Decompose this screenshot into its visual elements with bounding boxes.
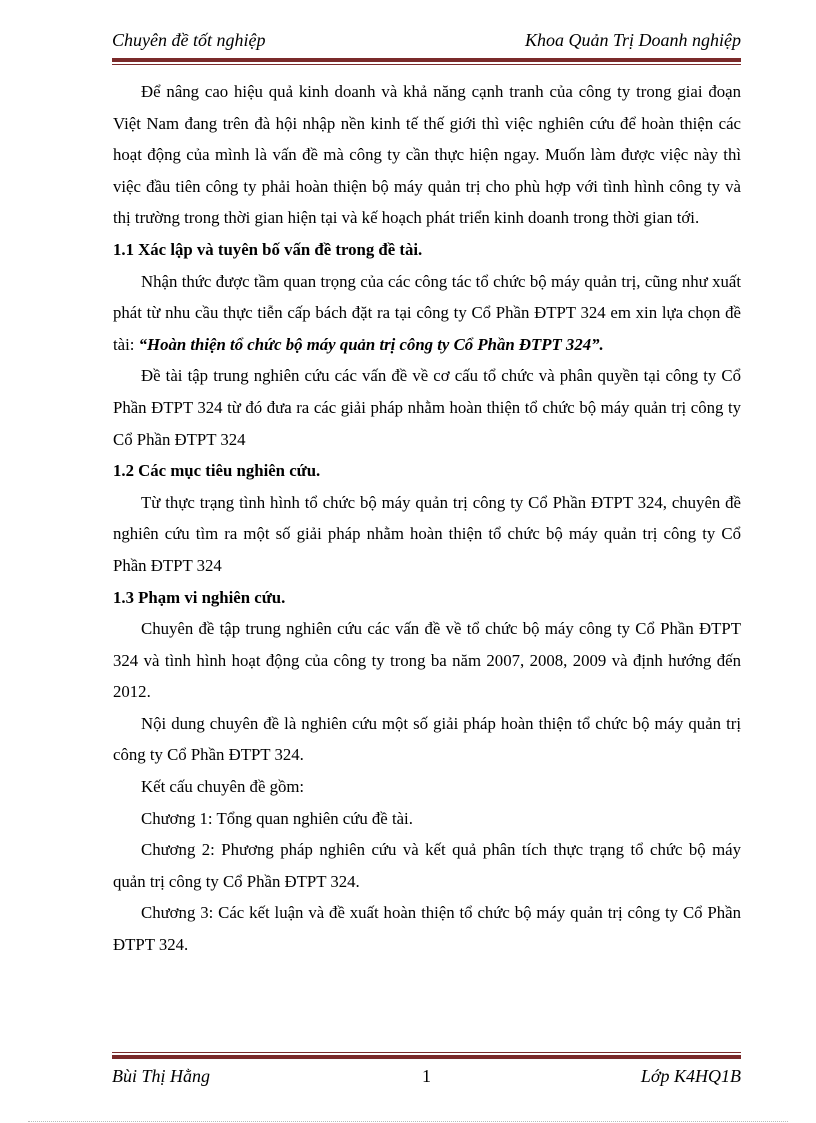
page-footer — [112, 1066, 741, 1090]
structure-intro: Kết cấu chuyên đề gồm: — [141, 777, 305, 797]
thesis-title: “Hoàn thiện tổ chức bộ máy quản trị công ty Cổ Phần ĐTPT 324”. — [138, 334, 604, 354]
header-title: Chuyên đề tốt nghiệp — [112, 30, 266, 50]
page-bottom-divider — [28, 1121, 788, 1122]
section-heading-1-3: 1.3 Phạm vi nghiên cứu. — [113, 587, 286, 607]
footer-rule-thin — [112, 1052, 741, 1053]
section-1-1-paragraph-1-text: Nhận thức được tầm quan trọng của các công tác tổ chức bộ máy quản trị, cũng như xuất phát từ nhu cầu thực tiễn cấp bách đặt ra tại công ty Cổ Phần ĐTPT 324 em xin lựa chọn đề tài: — [113, 271, 741, 354]
section-1-2-paragraph-1: Từ thực trạng tình hình tổ chức bộ máy quản trị công ty Cổ Phần ĐTPT 324, chuyên đề nghiên cứu tìm ra một số giải pháp nhằm hoàn thiện tổ chức bộ máy quản trị công ty Cổ Phần ĐTPT 324 — [113, 492, 741, 575]
footer-class: Lớp K4HQ1B — [640, 1066, 741, 1086]
section-1-1-paragraph-2: Đề tài tập trung nghiên cứu các vấn đề về cơ cấu tổ chức và phân quyền tại công ty Cổ Phần ĐTPT 324 từ đó đưa ra các giải pháp nhằm hoàn thiện tổ chức bộ máy quản trị công ty Cổ Phần ĐTPT 324 — [113, 366, 741, 449]
chapter-3-item: Chương 3: Các kết luận và đề xuất hoàn thiện tổ chức bộ máy quản trị công ty Cổ Phần ĐTPT 324. — [113, 903, 741, 955]
header-rule-thick — [112, 58, 741, 62]
page-number: 1 — [422, 1066, 431, 1086]
footer-author: Bùi Thị Hằng — [112, 1066, 211, 1086]
document-body — [113, 76, 741, 961]
page-header — [112, 30, 741, 56]
chapter-2-item: Chương 2: Phương pháp nghiên cứu và kết quả phân tích thực trạng tổ chức bộ máy quản trị công ty Cổ Phần ĐTPT 324. — [113, 840, 741, 891]
section-1-1-paragraph-1 — [113, 266, 741, 361]
section-1-3-paragraph-1: Chuyên đề tập trung nghiên cứu các vấn đề về tổ chức bộ máy công ty Cổ Phần ĐTPT 324 và tình hình hoạt động của công ty trong ba năm 2007, 2008, 2009 và định hướng đến 2012. — [113, 619, 741, 702]
section-heading-1-2: 1.2 Các mục tiêu nghiên cứu. — [113, 461, 321, 481]
intro-paragraph: Để nâng cao hiệu quả kinh doanh và khả năng cạnh tranh của công ty trong giai đoạn Việt Nam đang trên đà hội nhập nền kinh tế thế giới thì việc nghiên cứu để hoàn thiện các hoạt động của mình là vấn đề mà công ty cần thực hiện ngay. Muốn làm được việc này thì việc đầu tiên công ty phải hoàn thiện bộ máy quản trị cho phù hợp với tình hình công ty và thị trường trong thời gian hiện tại và kế hoạch phát triển kinh doanh trong thời gian tới. — [113, 82, 741, 228]
header-department: Khoa Quản Trị Doanh nghiệp — [524, 30, 741, 50]
header-rule-thin — [112, 64, 741, 65]
section-heading-1-1: 1.1 Xác lập và tuyên bố vấn đề trong đề tài. — [113, 239, 423, 259]
section-1-3-paragraph-2: Nội dung chuyên đề là nghiên cứu một số giải pháp hoàn thiện tổ chức bộ máy quản trị công ty Cổ Phần ĐTPT 324. — [113, 713, 741, 765]
footer-rule-thick — [112, 1055, 741, 1059]
footer-rule — [112, 1052, 741, 1059]
chapter-1-item: Chương 1: Tổng quan nghiên cứu đề tài. — [141, 808, 413, 828]
